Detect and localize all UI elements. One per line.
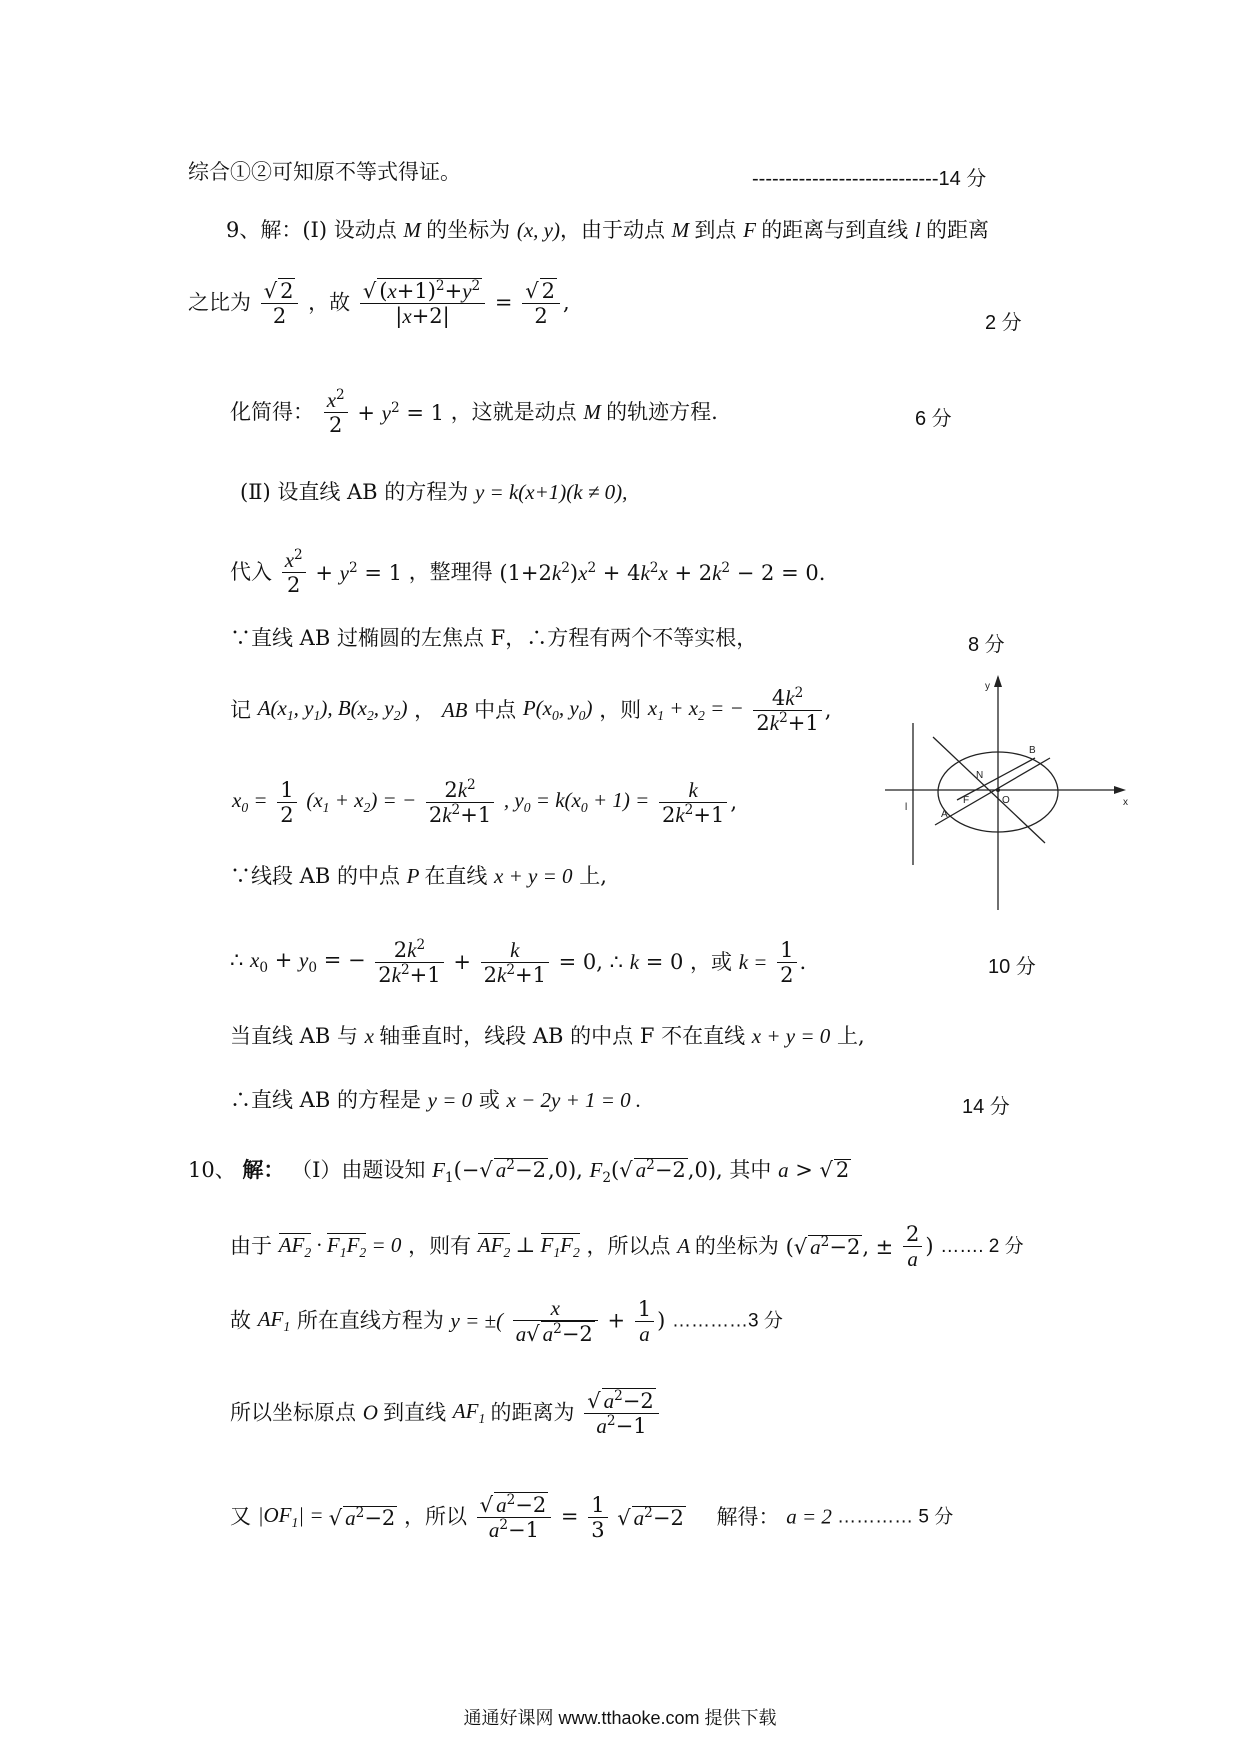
part2-line: (Ⅱ) 设直线 AB 的方程为 y = k(x+1)(k ≠ 0), bbox=[240, 480, 628, 504]
q9-intro-text6: 的距离 bbox=[925, 218, 989, 242]
solve-a-line: 又 $|OF_1|$ = √ $a^2-2$ ，所以 $\frac{√ a^2-2}{a^2-1}$ = $\frac{1}{3}$ √ $a^2-2$ 解得： a = 2 ………… 5 分 bbox=[230, 1492, 954, 1543]
dist-text2: 到直线 bbox=[383, 1400, 447, 1425]
online-text: ∵线段 AB 的中点 bbox=[230, 864, 400, 888]
vert-text2: 轴垂直时，线段 AB 的中点 F 不在直线 bbox=[379, 1024, 746, 1048]
sub-text2: ，整理得 bbox=[408, 560, 493, 585]
simplify-text2: ，这就是动点 bbox=[450, 400, 577, 425]
substitution-line: 代入 $\frac{x^2}{2}$ + $y^2 = 1$ ，整理得 $(1+2k^2)x^2 + 4k^2x + 2k^2 - 2 = 0$. bbox=[230, 547, 826, 598]
q10-text: （Ⅰ）由题设知 bbox=[291, 1158, 426, 1182]
points-text4: ，则 bbox=[599, 698, 642, 723]
label-l: l bbox=[905, 802, 908, 813]
label-o: O bbox=[1002, 795, 1010, 806]
vert-text: 当直线 AB 与 bbox=[230, 1024, 358, 1048]
label-n: N bbox=[976, 770, 984, 781]
points-text3: 中点 bbox=[474, 698, 517, 723]
chord-line-2 bbox=[935, 758, 1050, 825]
chord-ab bbox=[957, 758, 1035, 800]
score-2b: ……. 2 分 bbox=[940, 1236, 1024, 1258]
q10-num: 10、 bbox=[188, 1158, 236, 1182]
q9-intro-text4: 到点 bbox=[694, 218, 737, 242]
af1-text2: 所在直线方程为 bbox=[296, 1308, 444, 1333]
label-x: x bbox=[1123, 797, 1128, 808]
conclusion-line bbox=[188, 162, 461, 183]
points-text: 记 bbox=[230, 698, 251, 723]
af1-line: 故 $AF_1$ 所在直线方程为 y = ±( $\frac{x}{a√ a^2-2}$ + $\frac{1}{a}$ ) …………3 分 bbox=[230, 1296, 783, 1347]
score-14: ----------------------------14 分 bbox=[752, 168, 987, 190]
points-text2: ， bbox=[414, 698, 436, 723]
simplify-line: 化简得： $\frac{x^2}{2}$ + $y^2 = 1$ ，这就是动点 M 的轨迹方程. bbox=[230, 387, 718, 438]
label-b: B bbox=[1029, 745, 1036, 756]
dist-text: 所以坐标原点 bbox=[230, 1400, 356, 1425]
label-y: y bbox=[985, 681, 990, 692]
score-6: 6 分 bbox=[915, 408, 952, 430]
label-a: A bbox=[941, 809, 948, 820]
q9-intro-text: 9、解：(Ⅰ) 设动点 bbox=[226, 218, 397, 242]
q9-intro-text3: ，由于动点 bbox=[559, 218, 665, 242]
vec-text: 由于 bbox=[230, 1234, 272, 1259]
vector-line: 由于 $AF_2 \cdot F_1F_2 = 0$ ，则有 $AF_2$ ⊥ $F_1F_2$ ，所以点 A 的坐标为 (√ $a^2-2$, ± $\frac{2}{a}$ ) ……. 2 分 bbox=[230, 1222, 1024, 1272]
solve-k-line: ∴ $x_0 + y_0$ = − $\frac{2k^2}{2k^2+1}$ + $\frac{k}{2k^2+1}$ = 0, ∴ k = 0 ，或 k = $\frac{1}{2}$ . bbox=[230, 937, 807, 988]
score-8: 8 分 bbox=[968, 634, 1005, 656]
part2-text: (Ⅱ) 设直线 AB 的方程为 bbox=[240, 480, 469, 504]
score-3: …………3 分 bbox=[672, 1310, 783, 1332]
vec-text2: ，则有 bbox=[408, 1234, 472, 1259]
simplify-text: 化简得： bbox=[230, 400, 314, 425]
vert-text3: 上, bbox=[836, 1024, 865, 1048]
sub-text: 代入 bbox=[230, 560, 272, 585]
q9-intro-text5: 的距离与到直线 bbox=[761, 218, 909, 242]
vec-text3: ，所以点 bbox=[586, 1234, 671, 1259]
on-line: ∵线段 AB 的中点 P 在直线 x + y = 0 上, bbox=[230, 864, 607, 888]
ab-text: ∴直线 AB 的方程是 bbox=[230, 1088, 421, 1112]
score-5: ………… 5 分 bbox=[837, 1506, 954, 1528]
q10-solve: 解： bbox=[242, 1157, 285, 1182]
online-text3: 上, bbox=[579, 864, 607, 888]
ab-equation-line: ∴直线 AB 的方程是 y = 0 或 x − 2y + 1 = 0 . bbox=[230, 1088, 642, 1112]
solve-a-text3: 解得： bbox=[716, 1504, 780, 1529]
solve-a-text2: ，所以 bbox=[403, 1504, 467, 1529]
simplify-text3: 的轨迹方程. bbox=[606, 400, 718, 425]
vertical-case-line: 当直线 AB 与 x 轴垂直时，线段 AB 的中点 F 不在直线 x + y = 0 上, bbox=[230, 1024, 865, 1048]
ratio-text: 之比为 bbox=[188, 290, 251, 315]
origin-point bbox=[996, 788, 1000, 792]
midpoint-line: $x_0$ = $\frac{1}{2}$ $(x_1 + x_2)$ = − $\frac{2k^2}{2k^2+1}$ , $y_0 = k(x_0 + 1)$ = $\frac{k}{2k^2+1}$ , bbox=[232, 777, 738, 828]
q9-intro-text2: 的坐标为 bbox=[426, 218, 511, 242]
af1-text: 故 bbox=[230, 1308, 251, 1333]
points-line: 记 $A(x_1$, $y_1$), $B(x_2$, $y_2$) ， AB 中点 $P(x_0$, $y_0$) ，则 $x_1 + x_2$ = − $\frac{4k^2}{2k^2+1}$ , bbox=[230, 685, 832, 736]
focus-text: ∵直线 AB 过椭圆的左焦点 F，∴方程有两个不等实根， bbox=[230, 626, 758, 650]
score-14b: 14 分 bbox=[962, 1096, 1010, 1118]
x-arrow bbox=[1114, 786, 1126, 794]
text: 综合①②可知原不等式得证。 bbox=[188, 160, 461, 184]
distance-line: 所以坐标原点 O 到直线 $AF_1$ 的距离为 $\frac{√ a^2-2}{a^2-1}$ bbox=[230, 1388, 662, 1438]
score-2: 2 分 bbox=[985, 312, 1022, 334]
y-arrow bbox=[994, 675, 1002, 687]
ellipse-figure bbox=[885, 675, 1130, 910]
footer: 通通好课网 www.tthaoke.com 提供下载 bbox=[463, 1708, 777, 1728]
ratio-text2: ，故 bbox=[308, 290, 351, 315]
solve-a-text: 又 bbox=[230, 1504, 251, 1529]
ratio-line: 之比为 $\frac{√ 2}{2}$ ，故 $\frac{√ (x+1)^2+y^2}{|x+2|}$ = $\frac{√ 2}{2}$ , bbox=[188, 278, 570, 329]
solve-text: ，或 bbox=[690, 950, 733, 975]
score-10: 10 分 bbox=[988, 956, 1036, 978]
label-f: F bbox=[963, 795, 970, 806]
online-text2: 在直线 bbox=[424, 864, 488, 888]
q10-intro: 10、 解： （Ⅰ）由题设知 $F_1(-√$ $a^2-2,0$), $F_2(√$ $a^2-2,0$), 其中 a > √ 2 bbox=[188, 1157, 850, 1187]
vec-text4: 的坐标为 bbox=[694, 1234, 779, 1259]
q10-text2: 其中 bbox=[729, 1158, 772, 1182]
focus-line bbox=[230, 628, 757, 649]
dist-text3: 的距离为 bbox=[490, 1400, 575, 1425]
ab-text2: 或 bbox=[478, 1088, 500, 1112]
q9-intro: 9、解：(Ⅰ) 设动点 M 的坐标为 (x, y)，由于动点 M 到点 F 的距离与到直线 l 的距离 bbox=[226, 218, 989, 242]
